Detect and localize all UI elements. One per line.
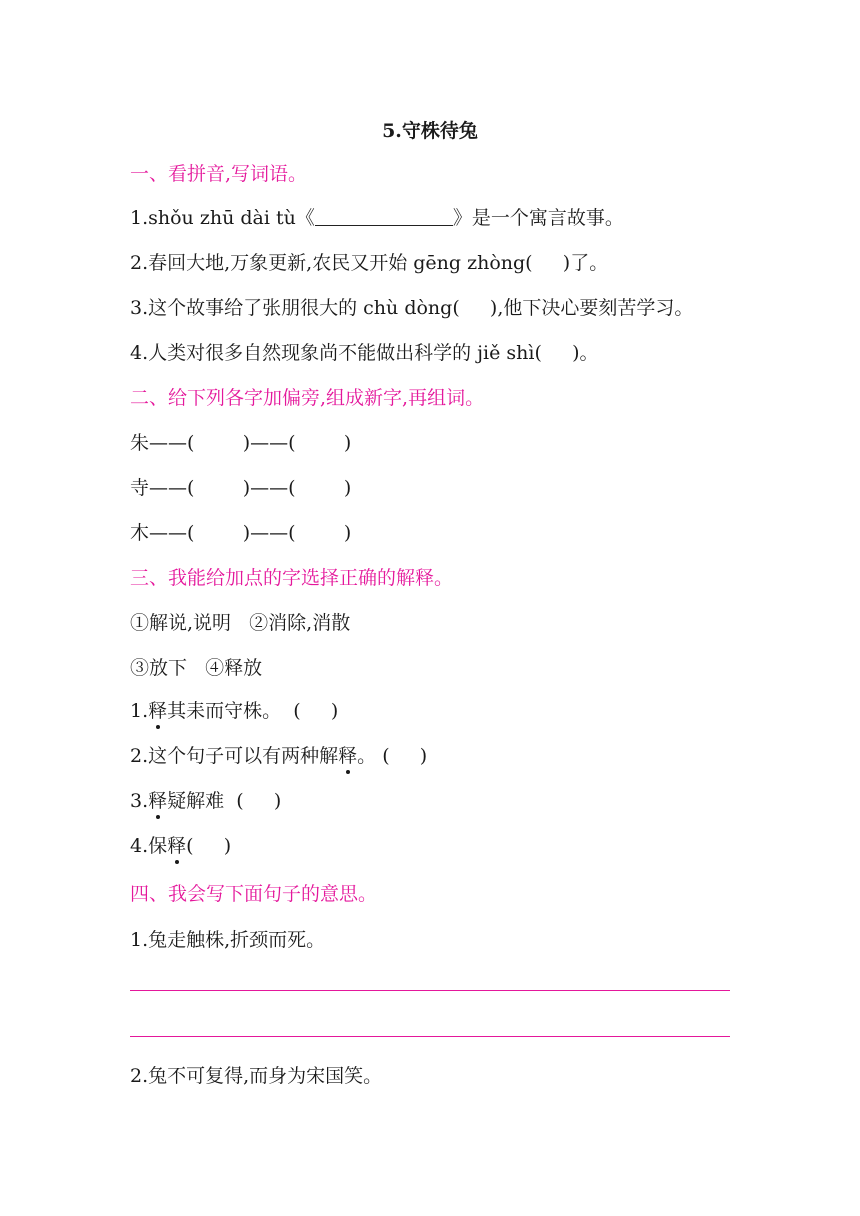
section-4-question-1: 1.兔走触株,折颈而死。 bbox=[130, 929, 326, 951]
question-text: 2.这个句子可以有两种解 bbox=[130, 745, 339, 767]
section-3-question-4 bbox=[130, 834, 231, 858]
question-text: ( ) bbox=[186, 835, 232, 857]
section-1-question-2: 2.春回大地,万象更新,农民又开始 gēng zhòng( )了。 bbox=[130, 252, 609, 274]
radical-row-2: 寺——( )——( ) bbox=[130, 477, 352, 499]
section-1-heading: 一、看拼音,写词语。 bbox=[130, 163, 308, 185]
section-3-question-3 bbox=[130, 789, 281, 813]
radical-row-1: 朱——( )——( ) bbox=[130, 432, 352, 454]
question-text: 4.保 bbox=[130, 835, 168, 857]
dotted-character: 释 bbox=[338, 745, 358, 767]
question-number: 3. bbox=[130, 790, 149, 812]
section-3-heading: 三、我能给加点的字选择正确的解释。 bbox=[130, 567, 454, 589]
meaning-options-2: ③放下 ④释放 bbox=[130, 657, 263, 679]
section-4-heading: 四、我会写下面句子的意思。 bbox=[130, 883, 378, 905]
answer-line[interactable] bbox=[130, 990, 730, 991]
question-1-prefix: 1.shǒu zhū dài tù《 bbox=[130, 207, 315, 229]
dotted-character: 释 bbox=[148, 700, 168, 722]
question-text: 。 ( ) bbox=[357, 745, 428, 767]
answer-line[interactable] bbox=[130, 1036, 730, 1037]
question-1-suffix: 》是一个寓言故事。 bbox=[452, 207, 624, 229]
section-3-question-1 bbox=[130, 699, 338, 723]
radical-row-3: 木——( )——( ) bbox=[130, 522, 352, 544]
meaning-options-1: ①解说,说明 ②消除,消散 bbox=[130, 612, 351, 634]
section-4-question-2: 2.兔不可复得,而身为宋国笑。 bbox=[130, 1065, 383, 1087]
dotted-character: 释 bbox=[167, 835, 187, 857]
section-1-question-1 bbox=[130, 206, 624, 230]
page-title: 5.守株待兔 bbox=[382, 120, 478, 142]
answer-blank[interactable] bbox=[315, 207, 453, 226]
section-2-heading: 二、给下列各字加偏旁,组成新字,再组词。 bbox=[130, 387, 485, 409]
question-number: 1. bbox=[130, 700, 149, 722]
section-1-question-4: 4.人类对很多自然现象尚不能做出科学的 jiě shì( )。 bbox=[130, 342, 599, 364]
section-3-question-2 bbox=[130, 744, 427, 768]
dotted-character: 释 bbox=[148, 790, 168, 812]
question-text: 其耒而守株。 ( ) bbox=[167, 700, 339, 722]
section-1-question-3: 3.这个故事给了张朋很大的 chù dòng( ),他下决心要刻苦学习。 bbox=[130, 297, 694, 319]
question-text: 疑解难 ( ) bbox=[167, 790, 282, 812]
